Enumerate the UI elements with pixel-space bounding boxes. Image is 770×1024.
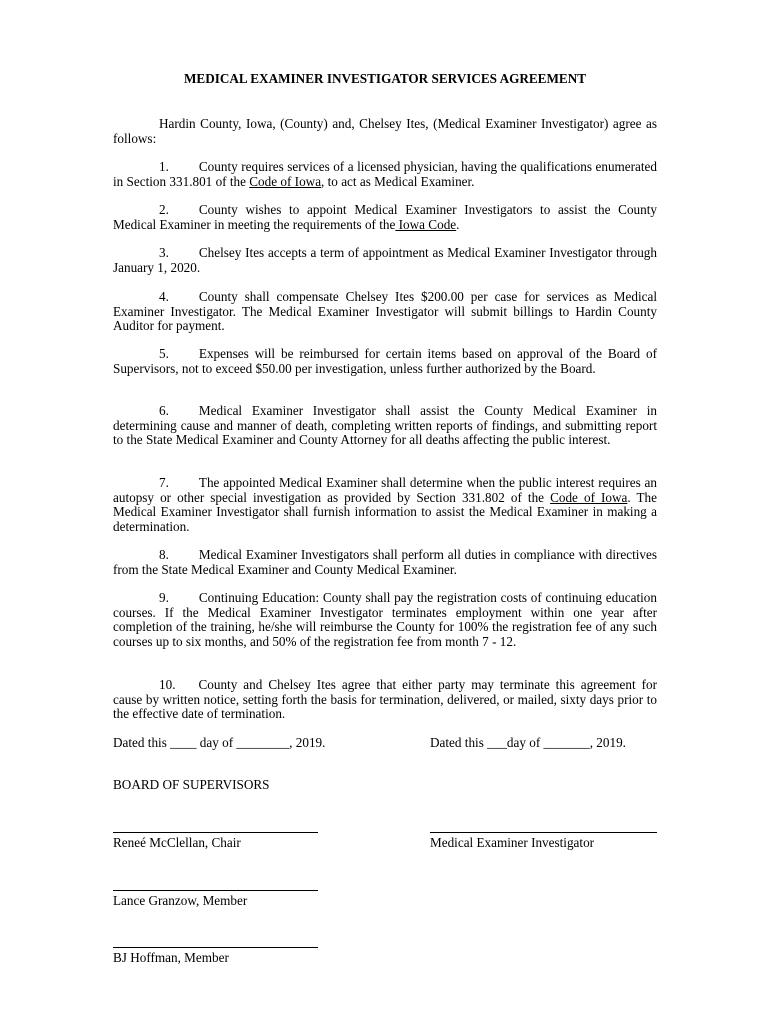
document-title: MEDICAL EXAMINER INVESTIGATOR SERVICES AGREEMENT	[183, 71, 587, 86]
clause-number: 4.	[159, 289, 169, 304]
intro-text: Hardin County, Iowa, (County) and, Chelsey Ites, (Medical Examiner Investigator) agree as follows:	[113, 116, 657, 146]
clause-1	[113, 160, 657, 189]
clause-9	[113, 591, 657, 649]
clause-text: The appointed Medical Examiner shall determine when the public interest requires an autopsy or other special investigation as provided by Section 331.802 of the	[113, 475, 657, 505]
clause-4	[113, 290, 657, 334]
clause-5	[113, 347, 657, 376]
code-of-iowa-reference: Code of Iowa	[249, 173, 322, 189]
clause-text: Continuing Education: County shall pay the registration costs of continuing education courses. If the Medical Examiner Investigator terminates employment within one year after completion of the training, he/she will reimburse the County for 100% the registration fee of any such courses up to six months, and 50% of the registration fee from month 7 - 12.	[113, 590, 657, 649]
clause-8	[113, 548, 657, 577]
signature-line-chair	[113, 832, 318, 833]
clause-text: Chelsey Ites accepts a term of appointment as Medical Examiner Investigator through January 1, 2020.	[113, 245, 657, 275]
clause-number: 3.	[159, 245, 169, 260]
clause-text: Medical Examiner Investigator shall assist the County Medical Examiner in determining cause and manner of death, completing written reports of findings, and submitting report to the State Medical Examiner and County Attorney for all deaths affecting the public interest.	[113, 403, 657, 448]
clause-number: 10.	[159, 677, 176, 692]
clause-text: Medical Examiner Investigators shall perform all duties in compliance with directives from the State Medical Examiner and County Medical Examiner.	[113, 547, 657, 577]
signature-label-chair: Reneé McClellan, Chair	[113, 835, 241, 850]
board-heading: BOARD OF SUPERVISORS	[113, 777, 270, 792]
clause-number: 8.	[159, 547, 169, 562]
clause-6	[113, 404, 657, 448]
signature-line-member-1	[113, 890, 318, 891]
clause-number: 1.	[159, 159, 169, 174]
clause-number: 6.	[159, 403, 169, 418]
clause-number: 9.	[159, 590, 169, 605]
code-of-iowa-reference: Code of Iowa	[550, 489, 628, 505]
intro-paragraph	[113, 117, 657, 146]
signature-line-member-2	[113, 947, 318, 948]
signature-label-member-2: BJ Hoffman, Member	[113, 950, 229, 965]
signature-line-investigator	[430, 832, 657, 833]
clause-text: County and Chelsey Ites agree that either party may terminate this agreement for cause by written notice, setting forth the basis for termination, delivered, or mailed, sixty days prior to the effective date of termination.	[113, 677, 657, 722]
dated-line-investigator: Dated this ___day of _______, 2019.	[430, 735, 626, 750]
clause-text: County shall compensate Chelsey Ites $200.00 per case for services as Medical Examiner Investigator. The Medical Examiner Investigator will submit billings to Hardin County Auditor for payment.	[113, 289, 657, 334]
clause-text-end: .	[456, 216, 460, 232]
clause-number: 2.	[159, 202, 169, 217]
signature-label-investigator: Medical Examiner Investigator	[430, 835, 595, 850]
clause-text: Expenses will be reimbursed for certain items based on approval of the Board of Supervisors, not to exceed $50.00 per investigation, unless further authorized by the Board.	[113, 346, 657, 376]
clause-7	[113, 476, 657, 534]
clause-number: 5.	[159, 346, 169, 361]
clause-number: 7.	[159, 475, 169, 490]
clause-text-end: , to act as Medical Examiner.	[321, 173, 475, 189]
clause-2	[113, 203, 657, 232]
dated-line-county: Dated this ____ day of ________, 2019.	[113, 735, 326, 750]
clause-text-end: . The Medical Examiner Investigator shall furnish information to assist the Medical Examiner in making a determination.	[113, 489, 657, 534]
clause-3	[113, 246, 657, 275]
signature-label-member-1: Lance Granzow, Member	[113, 893, 248, 908]
clause-text: County requires services of a licensed physician, having the qualifications enumerated in Section 331.801 of the	[113, 159, 657, 189]
clause-text: County wishes to appoint Medical Examiner Investigators to assist the County Medical Examiner in meeting the requirements of the	[113, 202, 657, 232]
clause-10	[113, 678, 657, 722]
iowa-code-reference: Iowa Code	[395, 216, 457, 232]
